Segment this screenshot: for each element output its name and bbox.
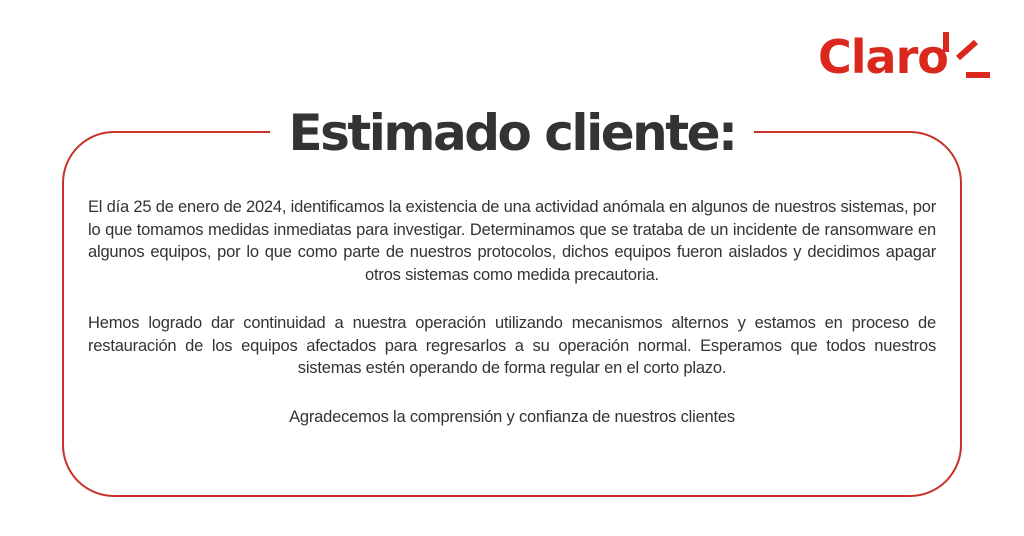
logo-rays-icon (940, 30, 998, 90)
notice-paragraph-recovery: Hemos logrado dar continuidad a nuestra operación utilizando mecanismos alternos y estamos en proceso de restauración de los equipos afectados para regresarlos a su operación normal. Esperamos que todos nuestros sistemas estén operando de forma regular en el corto plazo. (88, 314, 936, 377)
notice-paragraph-thanks: Agradecemos la comprensión y confianza de nuestros clientes (289, 407, 735, 426)
logo-wordmark: Claro (818, 30, 948, 84)
notice-paragraph-incident: El día 25 de enero de 2024, identificamos la existencia de una actividad anómala en algunos de nuestros sistemas, por lo que tomamos medidas inmediatas para investigar. Determinamos que se trataba de un incidente de ransomware en algunos equipos, por lo que como parte de nuestros protocolos, dichos equipos fueron aislados y decidimos apagar otros sistemas como medida precautoria. (88, 198, 936, 284)
page-title: Estimado cliente: (270, 104, 754, 162)
notice-body (88, 196, 936, 428)
claro-logo (818, 30, 998, 100)
